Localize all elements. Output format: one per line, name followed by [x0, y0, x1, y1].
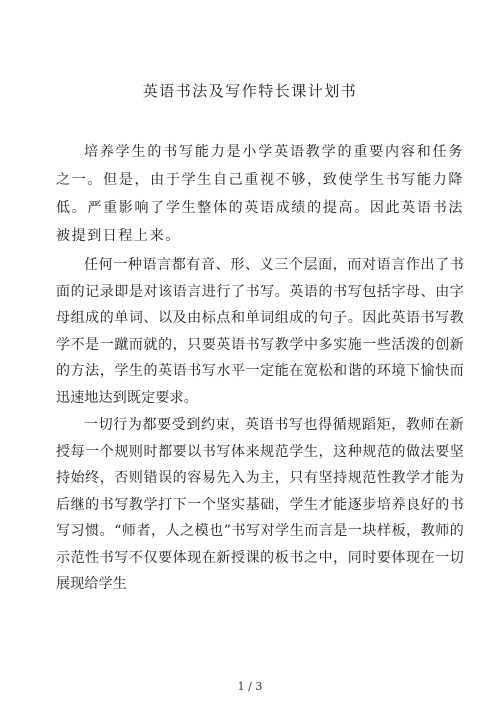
document-title: 英语书法及写作特长课计划书	[142, 82, 358, 100]
paragraph-1: 培养学生的书写能力是小学英语教学的重要内容和任务之一。但是，由于学生自己重视不够，致使学生书写能力降低。严重影响了学生整体的英语成绩的提高。因此英语书法被提到日程上来。	[56, 144, 464, 244]
document-body	[56, 138, 464, 598]
paragraph-3: 一切行为都要受到约束，英语书写也得循规蹈矩，教师在新授每一个规则时都要以书写体来规范学生，这种规范的做法要坚持始终，否则错误的容易先入为主，只有坚持规范性教学才能为后继的书写教学打下一个坚实基础，学生才能逐步培养良好的书写习惯。“师者，人之模也”书写对学生而言是一块样板，教师的示范性书写不仅要体现在新授课的板书之中，同时要体现在一切展现给学生	[56, 417, 464, 592]
paragraph-2: 任何一种语言都有音、形、义三个层面，而对语言作出了书面的记录即是对该语言进行了书写。英语的书写包括字母、由字母组成的单词、以及由标点和单词组成的句子。因此英语书写教学不是一蹴而就的，只要英语书写教学中多实施一些活泼的创新的方法，学生的英语书写水平一定能在宽松和谐的环境下愉快而迅速地达到既定要求。	[56, 257, 464, 406]
page-number: 1 / 3	[237, 680, 263, 693]
